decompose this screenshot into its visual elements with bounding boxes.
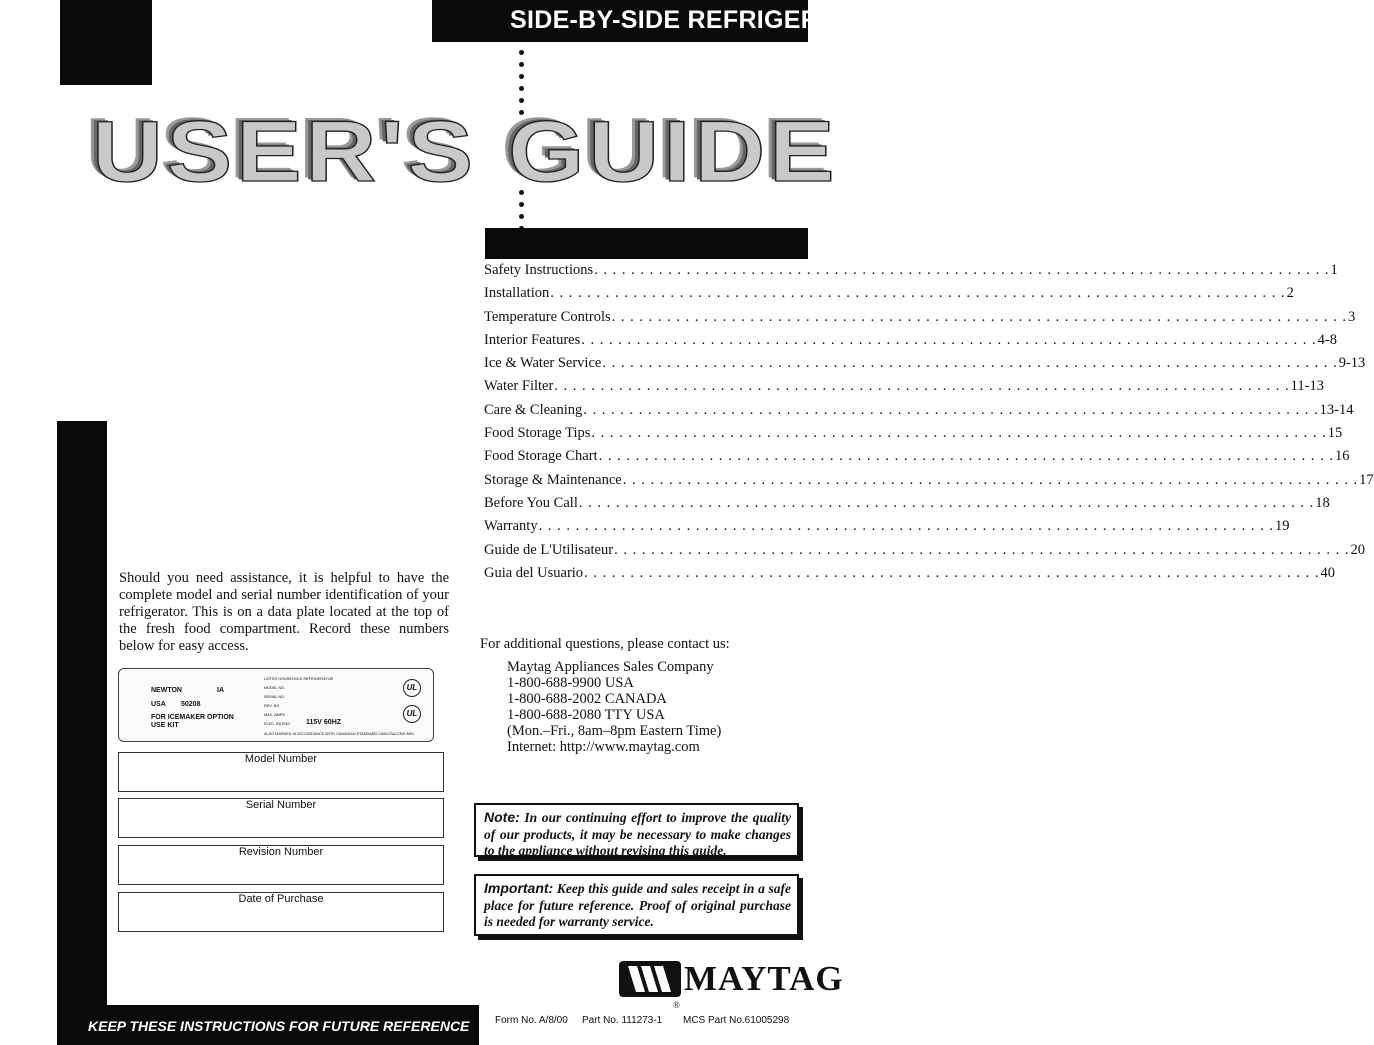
ul-mark-icon: UL xyxy=(403,679,421,697)
left-bar xyxy=(57,421,107,1045)
form-number: Form No. A/8/00 xyxy=(495,1015,568,1026)
part-number: Part No. 111273-1 xyxy=(582,1015,663,1026)
table-of-contents xyxy=(484,262,1374,588)
ul-mark-icon: UL xyxy=(403,705,421,723)
phone-tty[interactable]: 1-800-688-2080 TTY USA xyxy=(507,707,665,723)
maytag-wordmark: MAYTAG xyxy=(684,959,844,998)
important-label: Important: xyxy=(484,880,554,896)
toc-row[interactable]: Guide de L'Utilisateur . . . 20 xyxy=(484,542,808,565)
serial-number-field[interactable]: Serial Number xyxy=(118,798,444,838)
note-label: Note: xyxy=(484,809,520,825)
toc-row[interactable]: Temperature Controls . . . 3 xyxy=(484,309,808,332)
toc-row[interactable]: Care & Cleaning . . . 13-14 xyxy=(484,402,808,425)
phone-canada[interactable]: 1-800-688-2002 CANADA xyxy=(507,691,667,707)
model-number-field[interactable]: Model Number xyxy=(118,752,444,792)
footer-banner-text: KEEP THESE INSTRUCTIONS FOR FUTURE REFERENCE xyxy=(88,1018,470,1034)
website-link[interactable]: Internet: http://www.maytag.com xyxy=(507,739,700,755)
important-box xyxy=(474,874,799,936)
users-guide-title: USER'S GUIDE xyxy=(92,102,839,200)
data-plate-image: NEWTON IA USA 50208 FOR ICEMAKER OPTION USE KIT LISTED HOUSEHOLD REFRIGERATOR MODEL NO. SERIAL NO. REV. NO. MAX. AMPS ELEC. RATING 115V 60HZ ALSO MARKED IN ACCORDANCE WITH CANADIAN STANDARD CAN/CSA-C300-M91 UL UL xyxy=(118,668,434,742)
contact-intro: For additional questions, please contact us: xyxy=(480,636,730,652)
date-of-purchase-field[interactable]: Date of Purchase xyxy=(118,892,444,932)
toc-row[interactable]: Installation . . . 2 xyxy=(484,285,808,308)
contents-bar xyxy=(485,228,808,259)
phone-usa[interactable]: 1-800-688-9900 USA xyxy=(507,675,634,691)
company-name: Maytag Appliances Sales Company xyxy=(507,659,714,675)
toc-row[interactable]: Food Storage Chart . . . 16 xyxy=(484,448,808,471)
mcs-part-number: MCS Part No.61005298 xyxy=(683,1015,790,1026)
assistance-paragraph: Should you need assistance, it is helpful to have the complete model and serial number identification of your refrigerator. This is on a data plate located at the top of the fresh food compartment. Record these numbers below for easy access. xyxy=(119,570,449,654)
important-text: Keep this guide and sales receipt in a safe place for future reference. Proof of original purchase is needed for warranty service. xyxy=(484,881,791,929)
toc-row[interactable]: Food Storage Tips . . . 15 xyxy=(484,425,808,448)
office-hours: (Mon.–Fri., 8am–8pm Eastern Time) xyxy=(507,723,722,739)
registered-mark: ® xyxy=(673,1000,680,1010)
toc-row[interactable]: Guia del Usuario . . . 40 xyxy=(484,565,808,588)
maytag-logo-icon xyxy=(619,961,681,997)
note-box xyxy=(474,803,799,857)
note-text: In our continuing effort to improve the quality of our products, it may be necessary to make changes to the appliance without revising this guide. xyxy=(484,810,791,858)
toc-row[interactable]: Ice & Water Service . . . 9-13 xyxy=(484,355,808,378)
toc-row[interactable]: Warranty . . . 19 xyxy=(484,518,808,541)
toc-row[interactable]: Storage & Maintenance . . . 17 xyxy=(484,472,808,495)
header-bar xyxy=(432,0,852,42)
header-title: SIDE-BY-SIDE REFRIGERAT xyxy=(510,6,852,34)
revision-number-field[interactable]: Revision Number xyxy=(118,845,444,885)
toc-row[interactable]: Before You Call . . . 18 xyxy=(484,495,808,518)
toc-row[interactable]: Safety Instructions . . . 1 xyxy=(484,262,808,285)
toc-row[interactable]: Water Filter . . . 11-13 xyxy=(484,378,808,401)
footer-banner xyxy=(57,1005,479,1045)
corner-block xyxy=(60,0,152,85)
toc-row[interactable]: Interior Features . . . 4-8 xyxy=(484,332,808,355)
contact-block xyxy=(507,659,721,755)
